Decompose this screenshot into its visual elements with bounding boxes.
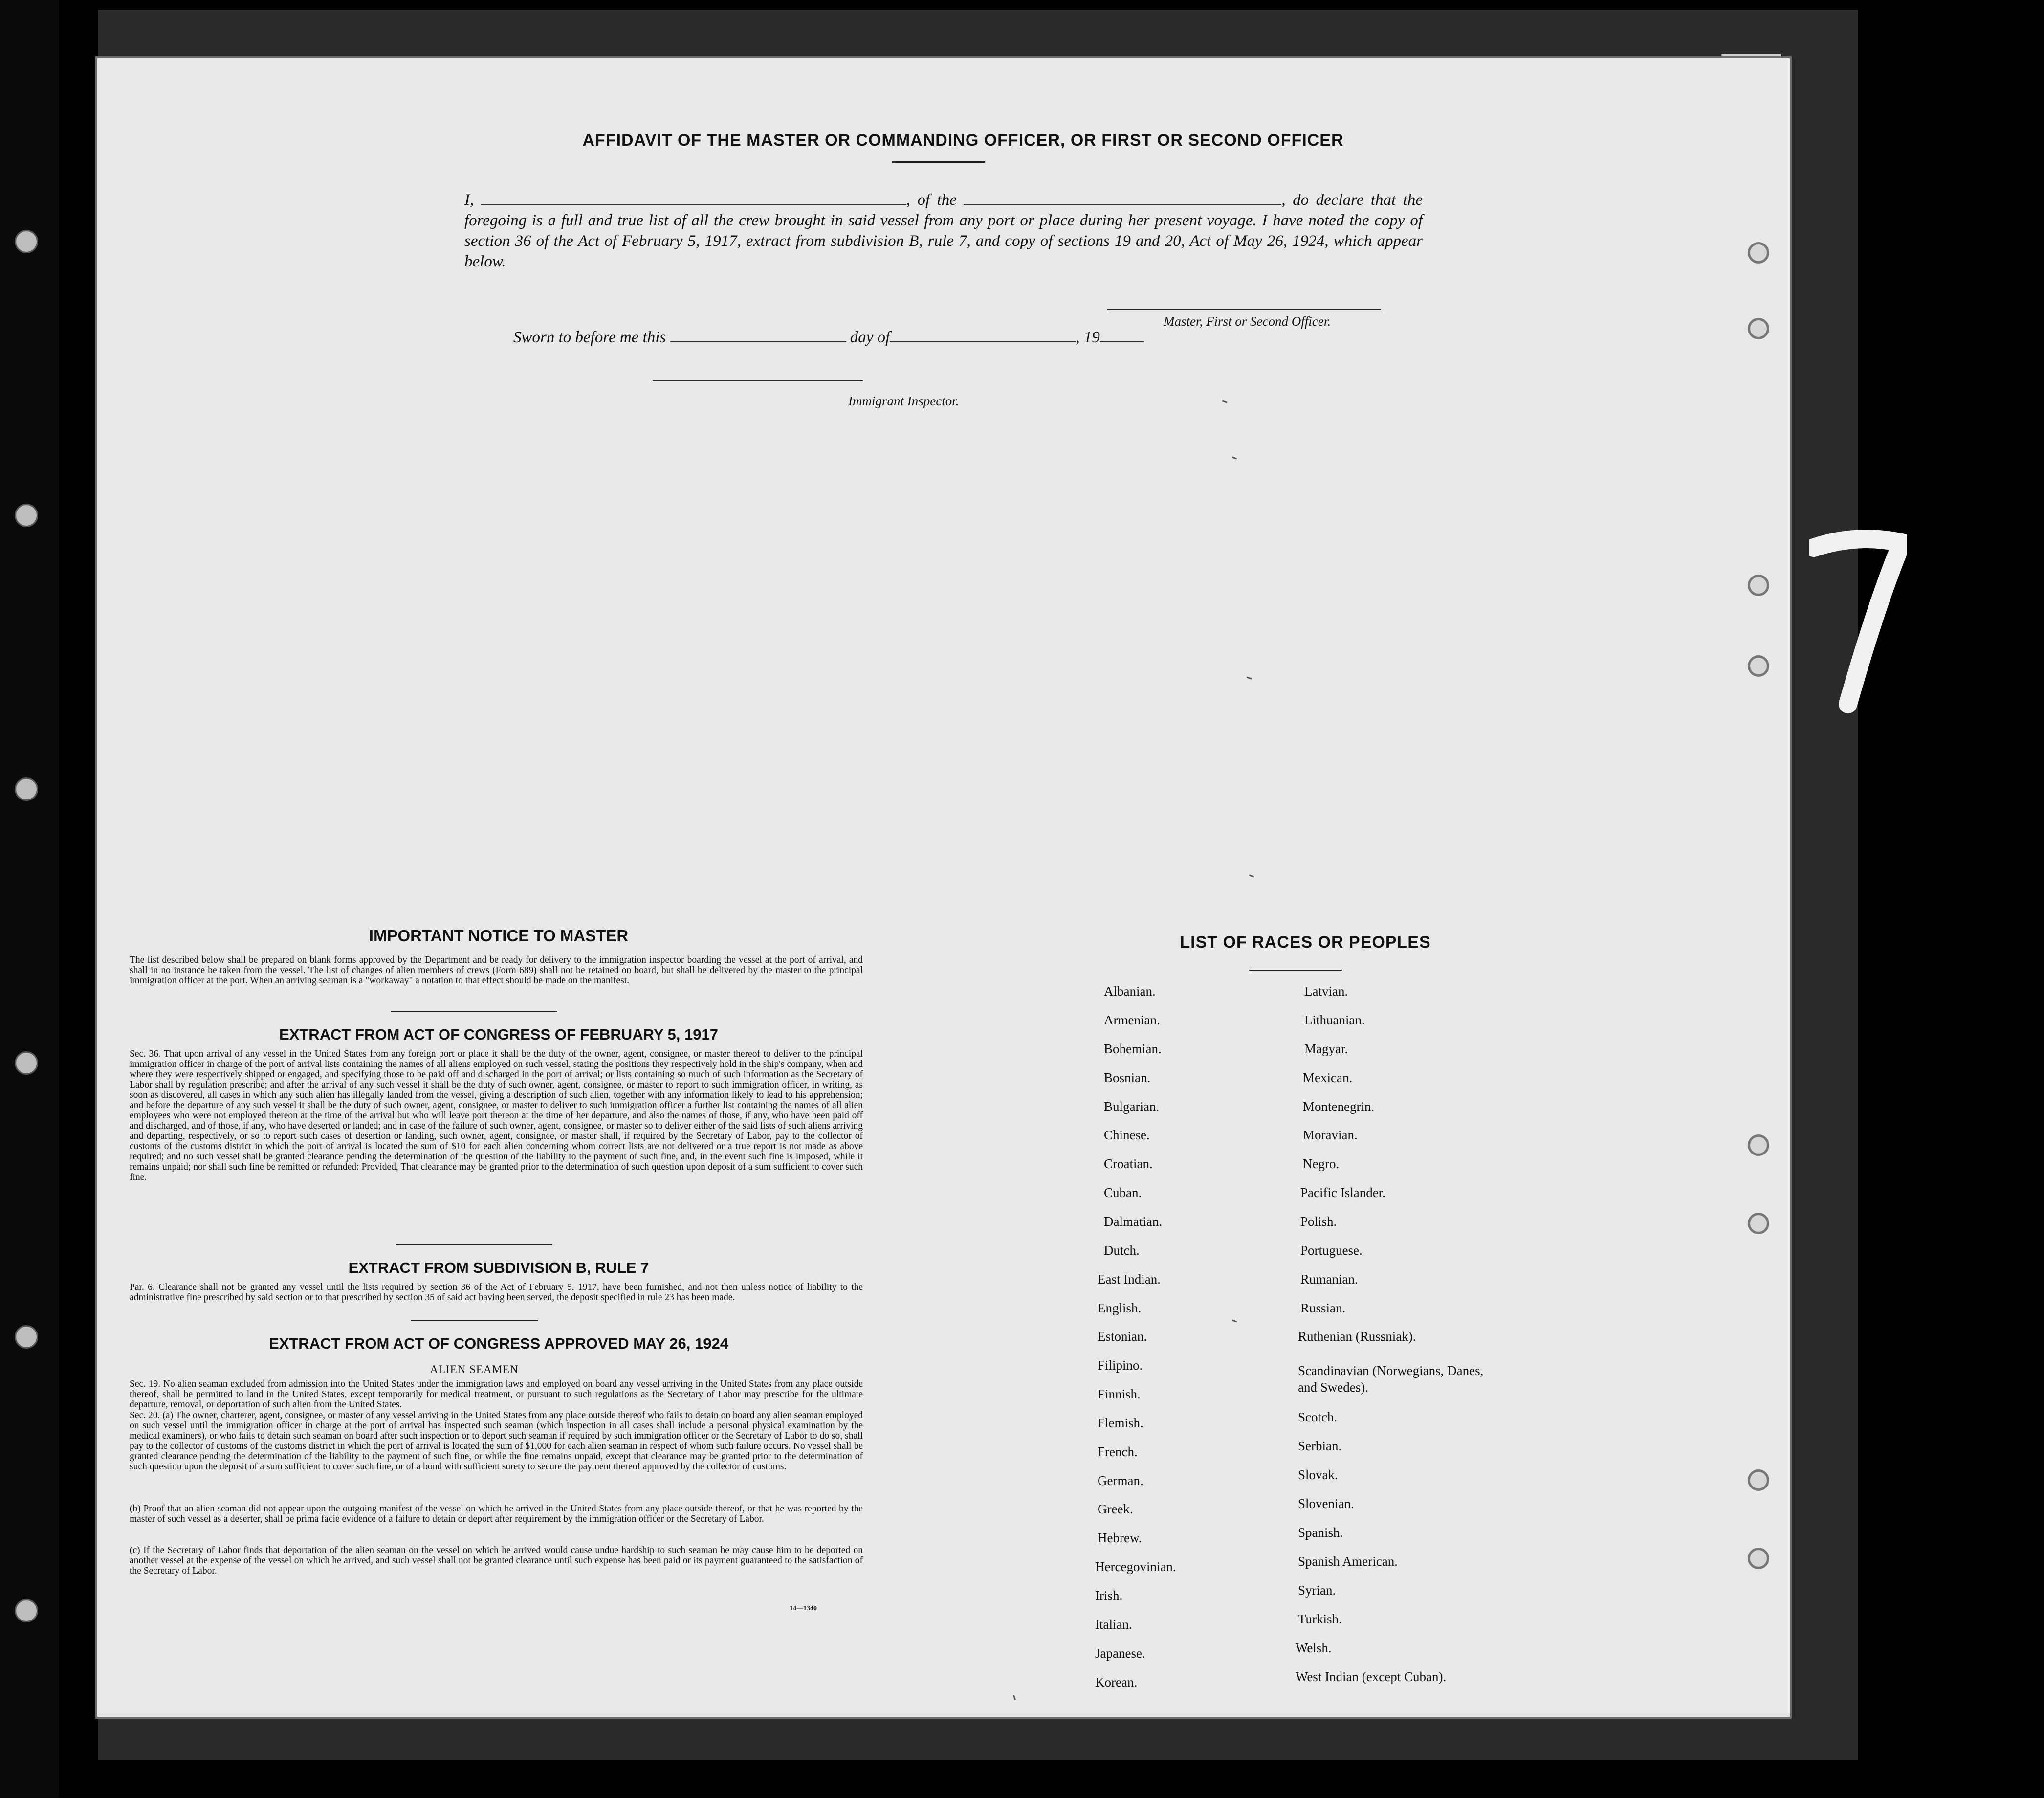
affidavit-i: I, xyxy=(464,191,474,209)
race-item: Welsh. xyxy=(1296,1641,1332,1655)
race-item: Lithuanian. xyxy=(1304,1013,1365,1027)
sworn-month-blank[interactable] xyxy=(890,330,1076,342)
binder-ring xyxy=(1748,318,1769,339)
binder-ring xyxy=(1748,1213,1769,1234)
race-item: Spanish American. xyxy=(1298,1554,1398,1569)
race-item: German. xyxy=(1098,1473,1143,1488)
affidavit-text xyxy=(464,190,1423,272)
race-item: Flemish. xyxy=(1098,1416,1143,1430)
race-item: Bulgarian. xyxy=(1104,1099,1160,1114)
title-rule xyxy=(892,161,985,163)
handwritten-mark xyxy=(1809,528,1907,714)
race-item: Negro. xyxy=(1303,1156,1340,1171)
race-item: Rumanian. xyxy=(1300,1272,1358,1287)
race-item: Hebrew. xyxy=(1098,1531,1142,1545)
punch-hole xyxy=(15,1325,38,1349)
binder-ring xyxy=(1748,1134,1769,1156)
race-item: Armenian. xyxy=(1104,1013,1160,1027)
inspector-signature-line[interactable] xyxy=(653,380,863,381)
master-caption: Master, First or Second Officer. xyxy=(1164,314,1331,329)
master-signature-line[interactable] xyxy=(1107,309,1381,310)
section-rule xyxy=(396,1244,552,1245)
races-title-rule xyxy=(1249,970,1342,971)
vessel-blank[interactable] xyxy=(964,192,1281,205)
punch-hole xyxy=(15,777,38,801)
race-item: Bosnian. xyxy=(1104,1070,1151,1085)
rule7-text: Par. 6. Clearance shall not be granted any vessel until the lists required by section 36 of the Act of February 5, 1917, have been furnished, and not then unless notice of liability to the administrative fine prescribed by said section or to that prescribed by section 35 of said act having been served, the deposit specified in rule 23 has been made. xyxy=(130,1282,863,1303)
race-item: Moravian. xyxy=(1303,1128,1358,1142)
affidavit-of-the: , of the xyxy=(906,191,957,209)
race-item: Russian. xyxy=(1300,1301,1346,1315)
punch-hole xyxy=(15,230,38,253)
name-blank[interactable] xyxy=(481,192,906,205)
extract-1924-title: EXTRACT FROM ACT OF CONGRESS APPROVED MAY 26, 1924 xyxy=(269,1335,728,1352)
sworn-year: , 19 xyxy=(1076,329,1100,346)
race-item: French. xyxy=(1098,1444,1138,1459)
binder-ring xyxy=(1748,242,1769,264)
sec20b-text: (b) Proof that an alien seaman did not appear upon the outgoing manifest of the vessel on which he arrived in the United States from any place outside thereof, or that he was reported by the master of such vessel as a deserter, shall be prima facie evidence of a failure to detain or deport after requirement by the immigration officer or the Secretary of Labor. xyxy=(130,1504,863,1524)
race-item: Hercegovinian. xyxy=(1095,1559,1176,1574)
sec20c-text: (c) If the Secretary of Labor finds that deportation of the alien seaman on the vessel on which he arrived would cause undue hardship to such seaman he may cause him to be deported on another vessel at the expense of the vessel on which he arrived, and such vessel shall not be granted clearance until such expense has been paid or its payment guaranteed to the satisfaction of the Secretary of Labor. xyxy=(130,1545,863,1576)
race-item: Latvian. xyxy=(1304,984,1348,999)
affidavit-title: AFFIDAVIT OF THE MASTER OR COMMANDING OFFICER, OR FIRST OR SECOND OFFICER xyxy=(582,131,1344,150)
race-item: Irish. xyxy=(1095,1588,1123,1603)
binder-strip xyxy=(0,0,59,1798)
sworn-line xyxy=(513,329,1144,347)
race-item: Slovenian. xyxy=(1298,1496,1354,1511)
form-number: 14—1340 xyxy=(790,1605,817,1612)
race-item: West Indian (except Cuban). xyxy=(1296,1669,1447,1684)
race-item: Polish. xyxy=(1300,1214,1337,1229)
race-item: Montenegrin. xyxy=(1303,1099,1375,1114)
race-item: Turkish. xyxy=(1298,1612,1342,1626)
race-item: Slovak. xyxy=(1298,1467,1338,1482)
race-item: Syrian. xyxy=(1298,1583,1336,1598)
section-rule xyxy=(411,1320,538,1321)
extract-1917-text: Sec. 36. That upon arrival of any vessel in the United States from any foreign port or place it shall be the duty of the owner, agent, consignee, or master thereof to deliver to the principal immigration officer in charge of the port of arrival lists containing the names of all aliens employed on such vessel, stating the positions they respectively hold in the ship's company, when and where they were respectively shipped or engaged, and specifying those to be paid off and discharged in the port of arrival; or lists containing so much of such information as the Secretary of Labor shall by regulation prescribe; and after the arrival of any such vessel it shall be the duty of such owner, agent, consignee, or master to report to such immigration officer, in writing, as soon as discovered, all cases in which any such alien has illegally landed from the vessel, giving a description of such alien, together with any information likely to lead to his apprehension; and before the departure of any such vessel it shall be the duty of such owner, agent, consignee, or master to deliver to such immigration officer a further list containing the names of all alien employees who were not employed thereon at the time of the arrival but who will leave port thereon at the time of her departure, and also the names of those, if any, who have been paid off and discharged, and of those, if any, who have deserted or landed; and in case of the failure of such owner, agent, consignee, or master so to deliver either of the said lists of such aliens arriving and departing, respectively, or so to report such cases of desertion or landing, such owner, agent, consignee, or master shall, if required by the Secretary of Labor, pay to the collector of customs of the customs district in which the port of arrival is located the sum of $10 for each alien concerning whom correct lists are not delivered or a true report is not made as above required; and no such vessel shall be granted clearance pending the determination of the question of the liability to the payment of such fine, and, in the event such fine is imposed, while it remains unpaid; nor shall such fine be remitted or refunded: Provided, That clearance may be granted prior to the determination of such question upon deposit of a sum sufficient to cover such fine. xyxy=(130,1049,863,1182)
sworn-day-of: day of xyxy=(850,329,890,346)
race-item: Chinese. xyxy=(1104,1128,1150,1142)
punch-hole xyxy=(15,504,38,527)
races-title: LIST OF RACES OR PEOPLES xyxy=(1180,933,1431,952)
punch-hole xyxy=(15,1599,38,1622)
race-item: Dalmatian. xyxy=(1104,1214,1163,1229)
race-item: Mexican. xyxy=(1303,1070,1353,1085)
rule7-title: EXTRACT FROM SUBDIVISION B, RULE 7 xyxy=(348,1259,649,1276)
race-item: Greek. xyxy=(1098,1502,1133,1516)
punch-hole xyxy=(15,1051,38,1075)
race-item: Dutch. xyxy=(1104,1243,1140,1258)
race-item: Estonian. xyxy=(1098,1329,1147,1344)
binder-ring xyxy=(1748,575,1769,596)
sec20a-text: Sec. 20. (a) The owner, charterer, agent, consignee, or master of any vessel arriving in the United States from any place outside thereof who fails to detain on board any alien seaman employed on such vessel until the immigration officer in charge at the port of arrival has inspected such seaman (which inspection in all cases shall include a personal physical examination by the medical examiners), or who fails to detain such seaman on board after such inspection or to deport such seaman if required by such immigration officer or the Secretary of Labor to do so, shall pay to the collector of customs of the customs district in which the port of arrival is located the sum of $1,000 for each alien seaman in respect of whom such failure occurs. No vessel shall be granted clearance pending the determination of the liability to the payment of such fine, or while the fine remains unpaid, except that clearance may be granted prior to the determination of such question upon the deposit of a sum sufficient to cover such fine, or of a bond with sufficient surety to secure the payment thereof approved by the collector of customs. xyxy=(130,1410,863,1472)
race-item: Magyar. xyxy=(1304,1042,1348,1056)
race-item: Croatian. xyxy=(1104,1156,1153,1171)
race-item: Finnish. xyxy=(1098,1387,1141,1401)
race-item: East Indian. xyxy=(1098,1272,1161,1287)
race-item: Japanese. xyxy=(1095,1646,1145,1661)
binder-ring xyxy=(1748,1548,1769,1569)
race-item: Serbian. xyxy=(1298,1439,1342,1453)
affidavit-body: that the foregoing is a full and true list of all the crew brought in said vessel from any port or place during her present voyage. I have noted the copy of section 36 of the Act of February 5, 1917, extract from subdivision B, rule 7, and copy of sections 19 and 20, Act of May 26, 1924, which appear below. xyxy=(464,191,1423,270)
sec19-text: Sec. 19. No alien seaman excluded from admission into the United States under the immigration laws and employed on board any vessel arriving in the United States from any place outside thereof, shall be permitted to land in the United States, except temporarily for medical treatment, or pursuant to such regulations as the Secretary of Labor may prescribe for the ultimate departure, removal, or deportation of such alien from the United States. xyxy=(130,1379,863,1410)
race-item: Pacific Islander. xyxy=(1300,1185,1385,1200)
race-item: Italian. xyxy=(1095,1617,1132,1632)
race-item: English. xyxy=(1098,1301,1142,1315)
notice-title: IMPORTANT NOTICE TO MASTER xyxy=(369,927,629,945)
binder-ring xyxy=(1748,1469,1769,1491)
sworn-prefix: Sworn to before me this xyxy=(513,329,666,346)
race-item: Ruthenian (Russniak). xyxy=(1298,1329,1416,1344)
race-item: Korean. xyxy=(1095,1675,1138,1689)
race-item: Bohemian. xyxy=(1104,1042,1162,1056)
sworn-day-blank[interactable] xyxy=(670,330,846,342)
notice-text: The list described below shall be prepared on blank forms approved by the Department and be ready for delivery to the immigration inspector boarding the vessel at the port of arrival, and shall in no instance be taken from the vessel. The list of changes of alien members of crews (Form 689) shall not be retained on board, but shall be delivered by the master to the principal immigration officer at the port. When an arriving seaman is a "workaway" a notation to that effect should be made on the manifest. xyxy=(130,955,863,986)
race-item: Filipino. xyxy=(1098,1358,1143,1373)
section-rule xyxy=(391,1011,557,1012)
race-item: Portuguese. xyxy=(1300,1243,1363,1258)
affidavit-do-declare: , do declare xyxy=(1281,191,1364,209)
sworn-year-blank[interactable] xyxy=(1100,330,1144,342)
binder-ring xyxy=(1748,655,1769,677)
race-item: Scotch. xyxy=(1298,1410,1338,1424)
race-item: Spanish. xyxy=(1298,1525,1343,1540)
race-item: Scandinavian (Norwegians, Danes, and Swedes). xyxy=(1298,1363,1484,1395)
race-item: Cuban. xyxy=(1104,1185,1142,1200)
extract-1917-title: EXTRACT FROM ACT OF CONGRESS OF FEBRUARY 5, 1917 xyxy=(279,1026,718,1043)
alien-seamen-subtitle: ALIEN SEAMEN xyxy=(430,1363,519,1376)
race-item: Albanian. xyxy=(1104,984,1156,999)
inspector-caption: Immigrant Inspector. xyxy=(848,394,959,408)
